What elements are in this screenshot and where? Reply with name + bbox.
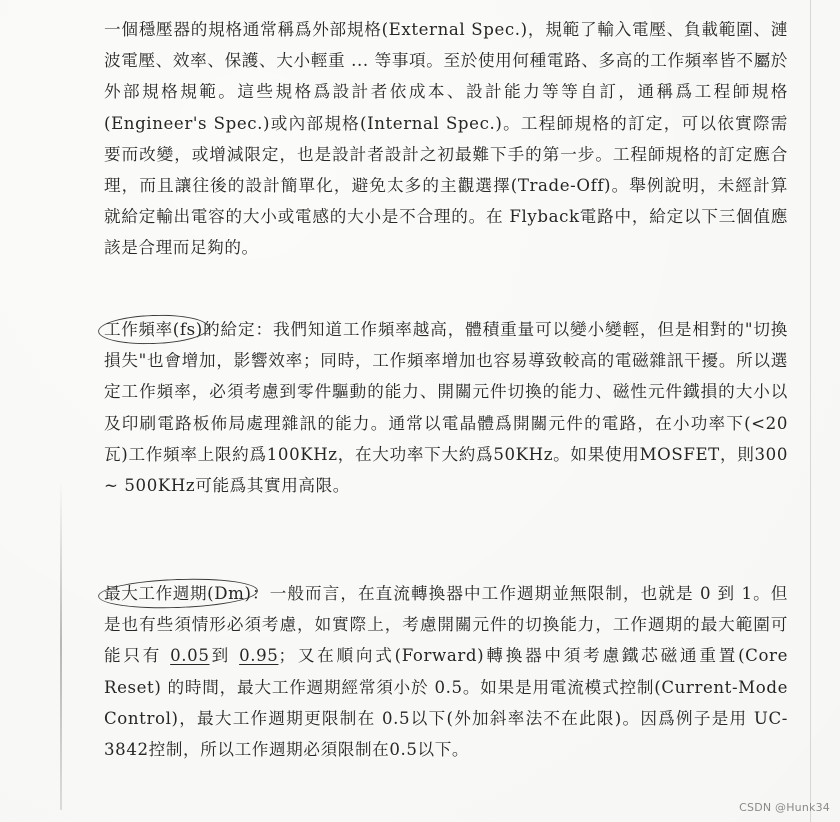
term-switching-frequency: 工作頻率(fs) bbox=[104, 314, 203, 345]
paragraph-2-text: 的給定：我們知道工作頻率越高，體積重量可以變小變輕，但是相對的"切換損失"也會增加，影響效率；同時，工作頻率增加也容易導致較高的電磁雜訊干擾。所以選定工作頻率，必須考慮到零件驅動的能力、開關元件切換的能力、磁性元件鐵損的大小以及印刷電路板佈局處理雜訊的能力。通常以電晶體爲開關元件的電路，在小功率下(<20瓦)工作頻率上限約爲100KHz，在大功率下大約爲50KHz。如果使用MOSFET，則300 ~ 500KHz可能爲其實用高限。 bbox=[104, 320, 788, 496]
page-edge-line bbox=[810, 0, 811, 822]
paragraph-external-spec bbox=[104, 14, 788, 264]
paragraph-1-text: 一個穩壓器的規格通常稱爲外部規格(External Spec.)，規範了輸入電壓、負載範圍、漣波電壓、效率、保護、大小輕重 ... 等事項。至於使用何種電路、多高的工作頻率皆不屬於外部規格規範。這些規格爲設計者依成本、設計能力等等自訂，通稱爲工程師規格(Engineer's Spec.)或內部規格(Internal Spec.)。工程師規格的訂定，可以依實際需要而改變，或增減限定，也是設計者設計之初最難下手的第一步。工程師規格的訂定應合理，而且讓往後的設計簡單化，避免太多的主觀選擇(Trade-Off)。舉例說明，未經計算就給定輸出電容的大小或電感的大小是不合理的。在 Flyback電路中，給定以下三個值應該是合理而足夠的。 bbox=[104, 20, 788, 258]
page-edge-shadow bbox=[60, 480, 62, 810]
paragraph-3-text-c: ；又在順向式(Forward)轉換器中須考慮鐵芯磁通重置(Core Reset) 的時間，最大工作週期經常須小於 0.5。如果是用電流模式控制(Current-Mode Control)，最大工作週期更限制在 0.5以下(外加斜率法不在此限)。因爲例子是用 UC-3842控制，所以工作週期必須限制在0.5以下。 bbox=[104, 646, 788, 760]
paragraph-3-text-b: 到 bbox=[209, 646, 240, 666]
paragraph-3-text-a: ：一般而言，在直流轉換器中工作週期並無限制，也就是 0 到 1。但是也有些須情形必須考慮，如實際上，考慮開關元件的切換能力，工作週期的最大範圍可能只有 bbox=[104, 584, 788, 666]
duty-cycle-low-value: 0.05 bbox=[170, 646, 210, 666]
paragraph-max-duty-cycle bbox=[104, 578, 788, 765]
watermark: CSDN @Hunk34 bbox=[739, 801, 830, 814]
paragraph-switching-frequency bbox=[104, 314, 788, 501]
duty-cycle-high-value: 0.95 bbox=[239, 646, 279, 666]
term-max-duty-cycle: 最大工作週期(Dm) bbox=[104, 578, 252, 609]
